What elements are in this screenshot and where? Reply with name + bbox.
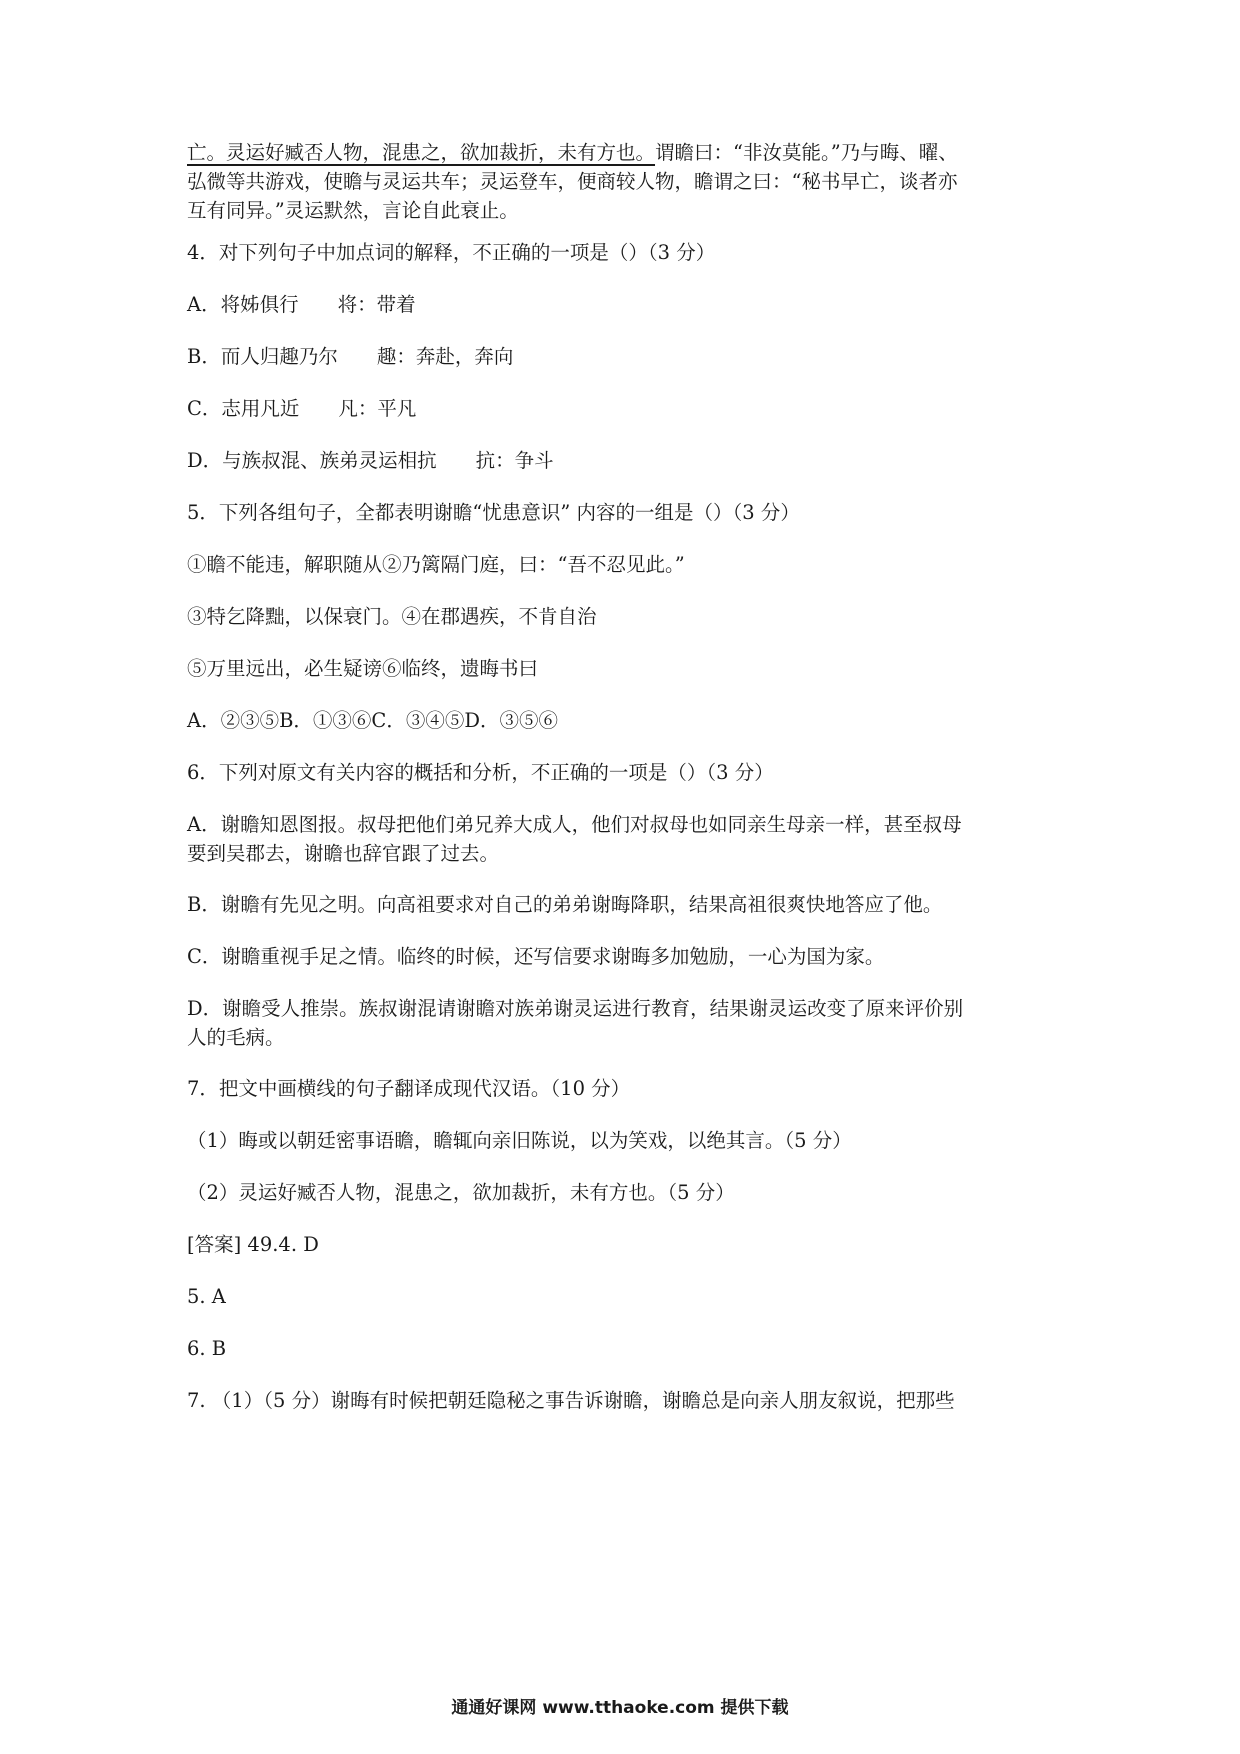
answer-line-3: 6. B xyxy=(187,1337,227,1360)
question-6-option-c: C．谢瞻重视手足之情。临终的时候，还写信要求谢晦多加勉励，一心为国为家。 xyxy=(187,945,885,968)
question-6-option-a-line-1: A．谢瞻知恩图报。叔母把他们弟兄养大成人，他们对叔母也如同亲生母亲一样，甚至叔母 xyxy=(187,813,962,836)
question-5-sentences-2: ③特乞降黜，以保衰门。④在郡遇疾，不肯自治 xyxy=(187,605,597,628)
passage-line-1-rest: 谓瞻曰：“非汝莫能。”乃与晦、曜、 xyxy=(655,141,958,164)
question-7-part-1: （1）晦或以朝廷密事语瞻，瞻辄向亲旧陈说，以为笑戏，以绝其言。（5 分） xyxy=(187,1129,852,1152)
answer-line-4: 7. （1）（5 分）谢晦有时候把朝廷隐秘之事告诉谢瞻，谢瞻总是向亲人朋友叙说，把那些 xyxy=(187,1389,955,1412)
question-7-part-2: （2）灵运好臧否人物，混患之，欲加裁折，未有方也。（5 分） xyxy=(187,1181,735,1204)
question-6-option-a-line-2: 要到吴郡去，谢瞻也辞官跟了过去。 xyxy=(187,842,500,865)
question-6-option-d-line-2: 人的毛病。 xyxy=(187,1026,285,1049)
question-5-sentences-1: ①瞻不能违，解职随从②乃篱隔门庭，曰：“吾不忍见此。” xyxy=(187,553,685,576)
answer-line-2: 5. A xyxy=(187,1285,226,1308)
passage-line-2: 弘微等共游戏，使瞻与灵运共车；灵运登车，便商较人物，瞻谓之曰：“秘书早亡，谈者亦 xyxy=(187,170,958,193)
question-4-option-a: A．将姊俱行 将：带着 xyxy=(187,293,416,316)
underlined-sentence: 亡。灵运好臧否人物，混患之，欲加裁折，未有方也。 xyxy=(187,141,656,164)
question-4-option-d: D．与族叔混、族弟灵运相抗 抗：争斗 xyxy=(187,449,554,472)
question-4-option-c: C．志用凡近 凡：平凡 xyxy=(187,397,417,420)
question-6-option-b: B．谢瞻有先见之明。向高祖要求对自己的弟弟谢晦降职，结果高祖很爽快地答应了他。 xyxy=(187,893,943,916)
question-5-stem: 5．下列各组句子，全都表明谢瞻“忧患意识” 内容的一组是（）（3 分） xyxy=(187,501,800,524)
question-5-options: A．②③⑤B．①③⑥C．③④⑤D．③⑤⑥ xyxy=(187,709,558,732)
question-5-sentences-3: ⑤万里远出，必生疑谤⑥临终，遗晦书曰 xyxy=(187,657,539,680)
question-7-stem: 7．把文中画横线的句子翻译成现代汉语。（10 分） xyxy=(187,1077,631,1100)
passage-line-1 xyxy=(187,138,1067,167)
question-4-option-b: B．而人归趣乃尔 趣：奔赴，奔向 xyxy=(187,345,514,368)
answer-line-1: [答案] 49.4. D xyxy=(187,1233,319,1256)
passage-line-3: 互有同异。”灵运默然，言论自此衰止。 xyxy=(187,199,519,222)
question-4-stem: 4．对下列句子中加点词的解释，不正确的一项是（）（3 分） xyxy=(187,241,716,264)
footer-source: 通通好课网 www.tthaoke.com 提供下载 xyxy=(451,1698,789,1718)
question-6-stem: 6．下列对原文有关内容的概括和分析，不正确的一项是（）（3 分） xyxy=(187,761,774,784)
question-6-option-d-line-1: D．谢瞻受人推崇。族叔谢混请谢瞻对族弟谢灵运进行教育，结果谢灵运改变了原来评价别 xyxy=(187,997,964,1020)
